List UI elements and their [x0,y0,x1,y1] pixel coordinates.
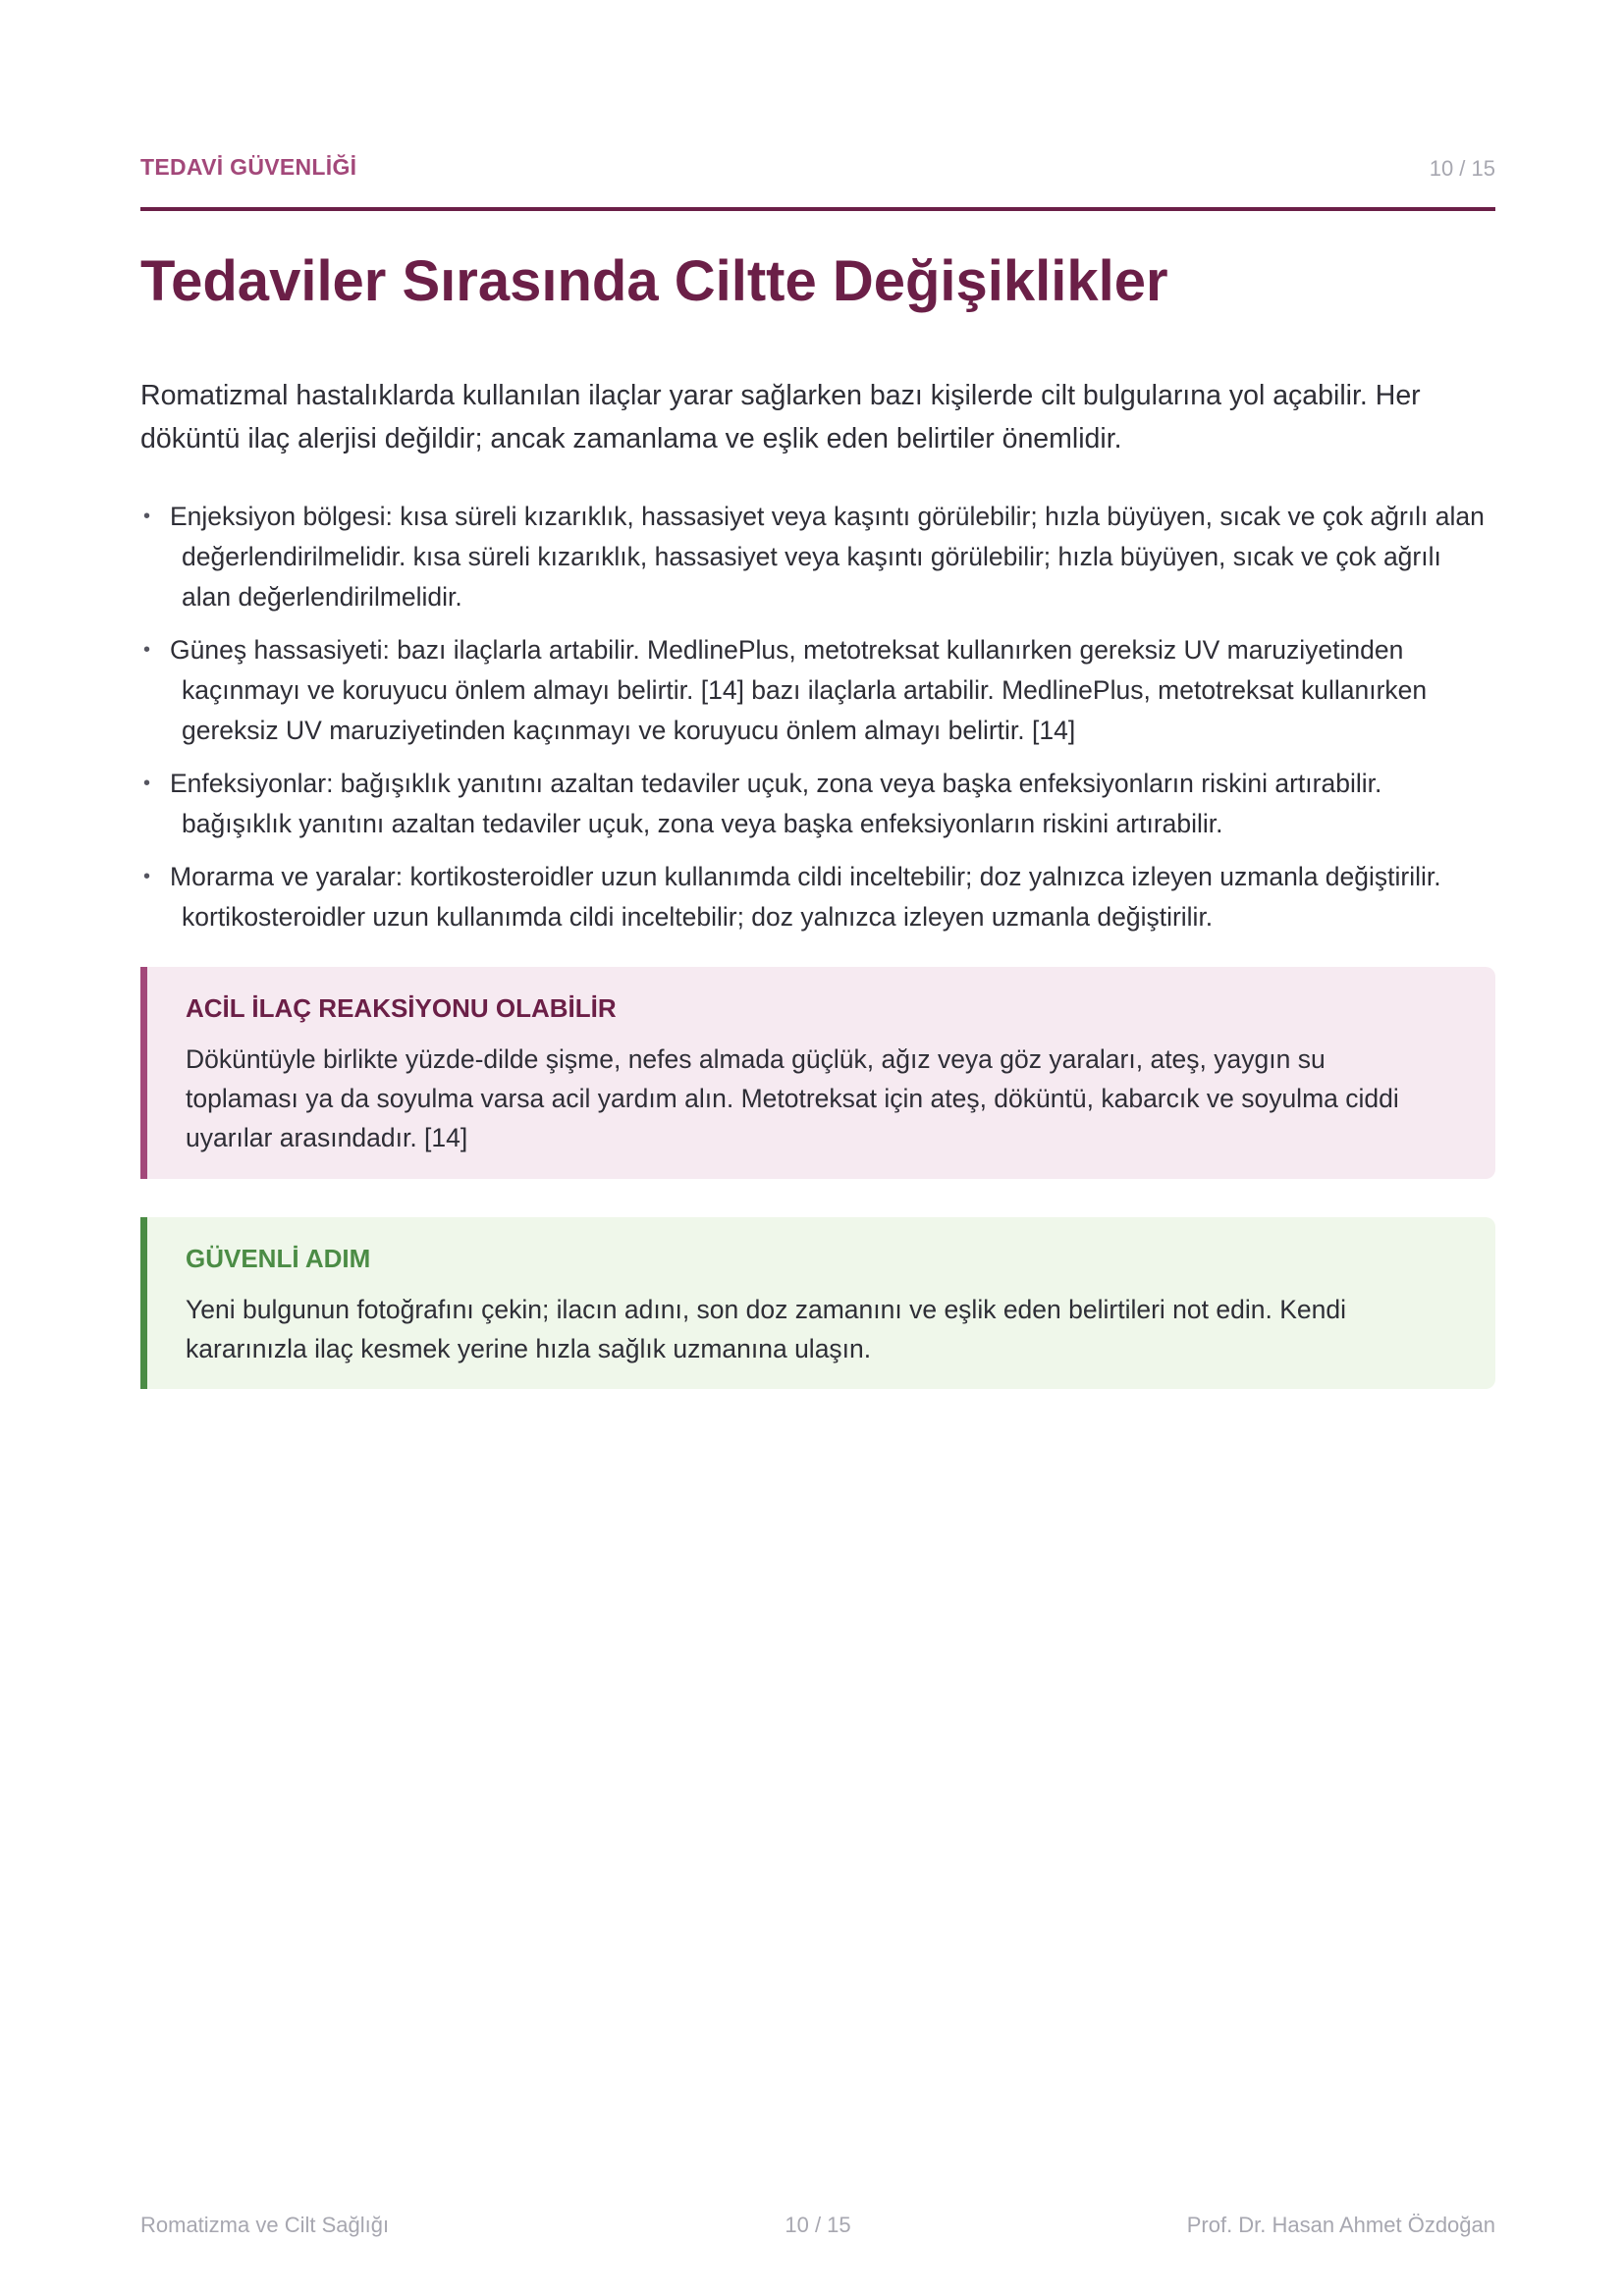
bullet-list [140,497,1495,950]
list-item-text: Güneş hassasiyeti: bazı ilaçlarla artabilir. MedlinePlus, metotreksat kullanırken gereksiz UV maruziyetinden kaçınmayı ve koruyucu önlem almayı belirtir. [14] bazı ilaçlarla artabilir. MedlinePlus, metotreksat kullanırken gereksiz UV maruziyetinden kaçınmayı ve koruyucu önlem almayı belirtir. [14] [170,635,1428,745]
emergency-callout-title: ACİL İLAÇ REAKSİYONU OLABİLİR [186,993,617,1023]
emergency-callout [140,967,1495,1179]
bullet-dot-icon: • [143,639,151,661]
bullet-dot-icon: • [143,773,151,794]
header-page-number: 10 / 15 [1429,156,1495,181]
bullet-dot-icon: • [143,506,151,527]
footer-author: Prof. Dr. Hasan Ahmet Özdoğan [1186,2213,1495,2237]
emergency-callout-text: Döküntüyle birlikte yüzde-dilde şişme, nefes almada güçlük, ağız veya göz yaraları, ateş, yaygın su toplaması ya da soyulma varsa acil yardım alın. Metotreksat için ateş, döküntü, kabarcık ve soyulma ciddi uyarılar arasındadır. [14] [186,1044,1399,1152]
section-label: TEDAVİ GÜVENLİĞİ [140,154,357,180]
footer-book-title: Romatizma ve Cilt Sağlığı [140,2213,390,2237]
intro-paragraph: Romatizmal hastalıklarda kullanılan ilaçlar yarar sağlarken bazı kişilerde cilt bulgularına yol açabilir. Her döküntü ilaç alerjisi değildir; ancak zamanlama ve eşlik eden belirtiler önemlidir. [140,380,1421,454]
page-title: Tedaviler Sırasında Ciltte Değişiklikler [140,249,1168,313]
list-item-text: Morarma ve yaralar: kortikosteroidler uzun kullanımda cildi inceltebilir; doz yalnızca izleyen uzmanla değiştirilir. kortikosteroidler uzun kullanımda cildi inceltebilir; doz yalnızca izleyen uzmanla değiştirilir. [170,862,1441,932]
bullet-dot-icon: • [143,866,151,887]
page-header [140,154,1495,211]
list-item [140,764,1495,844]
page-footer [140,2213,1495,2242]
list-item-text: Enjeksiyon bölgesi: kısa süreli kızarıklık, hassasiyet veya kaşıntı görülebilir; hızla büyüyen, sıcak ve çok ağrılı alan değerlendirilmelidir. kısa süreli kızarıklık, hassasiyet veya kaşıntı görülebilir; hızla büyüyen, sıcak ve çok ağrılı alan değerlendirilmelidir. [170,502,1485,612]
list-item [140,857,1495,937]
list-item-text: Enfeksiyonlar: bağışıklık yanıtını azaltan tedaviler uçuk, zona veya başka enfeksiyonların riskini artırabilir. bağışıklık yanıtını azaltan tedaviler uçuk, zona veya başka enfeksiyonların riskini artırabilir. [170,769,1382,838]
list-item [140,630,1495,751]
list-item [140,497,1495,617]
safe-step-callout-title: GÜVENLİ ADIM [186,1244,371,1273]
safe-step-callout-text: Yeni bulgunun fotoğrafını çekin; ilacın adını, son doz zamanını ve eşlik eden belirtileri not edin. Kendi kararınızla ilaç kesmek yerine hızla sağlık uzmanına ulaşın. [186,1295,1346,1363]
safe-step-callout [140,1217,1495,1389]
document-page [140,0,1495,2296]
footer-page-number: 10 / 15 [785,2213,851,2237]
